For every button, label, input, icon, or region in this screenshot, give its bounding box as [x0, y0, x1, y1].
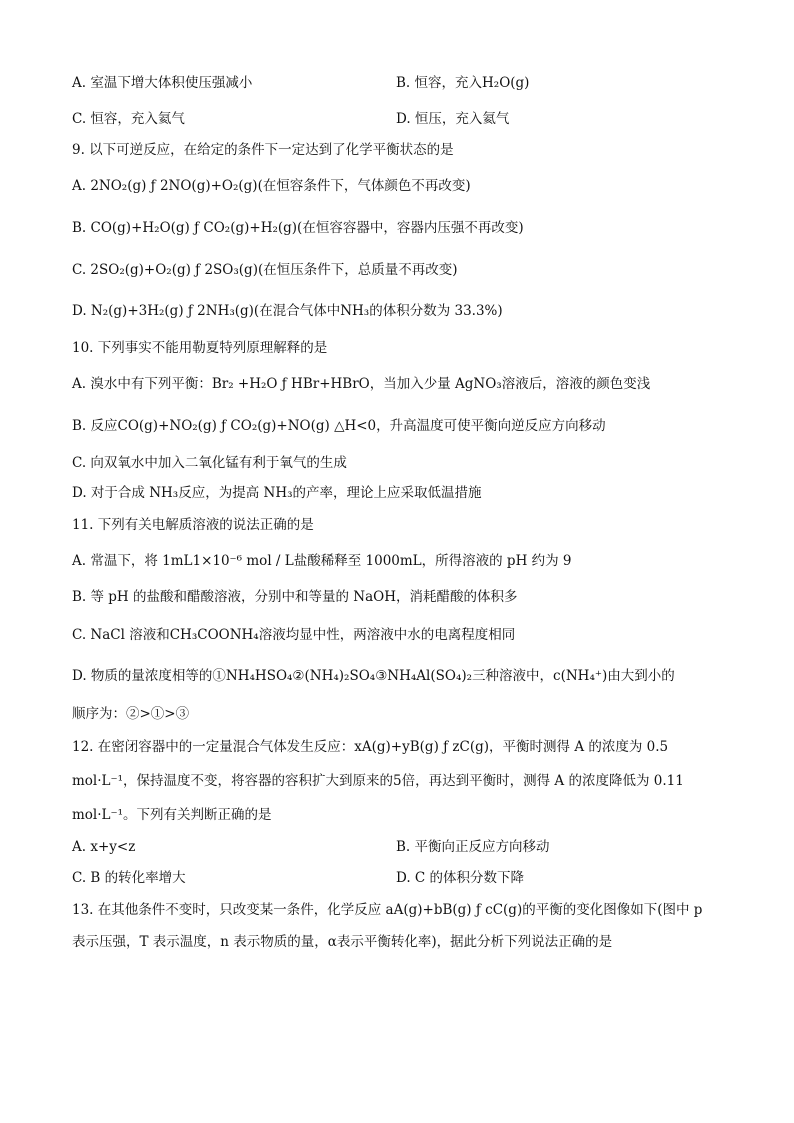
q12-stem-line3: mol·L⁻¹。下列有关判断正确的是 [72, 807, 272, 823]
q11-stem: 11. 下列有关电解质溶液的说法正确的是 [72, 517, 314, 533]
q10-option-b: B. 反应CO(g)+NO₂(g) ƒ CO₂(g)+NO(g) △H<0，升高温度可使平衡向逆反应方向移动 [72, 418, 606, 434]
q12-option-b: B. 平衡向正反应方向移动 [396, 839, 550, 855]
q9-option-c: C. 2SO₂(g)+O₂(g) ƒ 2SO₃(g)(在恒压条件下，总质量不再改变) [72, 262, 458, 278]
q9-option-b: B. CO(g)+H₂O(g) ƒ CO₂(g)+H₂(g)(在恒容容器中，容器内压强不再改变) [72, 220, 524, 236]
q9-option-d: D. N₂(g)+3H₂(g) ƒ 2NH₃(g)(在混合气体中NH₃的体积分数为 33.3%) [72, 303, 503, 319]
q8-option-b: B. 恒容，充入H₂O(g) [396, 75, 530, 91]
q11-option-a: A. 常温下，将 1mL1×10⁻⁶ mol / L盐酸稀释至 1000mL，所得溶液的 pH 约为 9 [72, 553, 572, 569]
q8-option-c: C. 恒容，充入氦气 [72, 111, 185, 127]
q11-option-d-cont: 顺序为：②>①>③ [72, 706, 190, 722]
q13-stem: 13. 在其他条件不变时，只改变某一条件，化学反应 aA(g)+bB(g) ƒ cC(g)的平衡的变化图像如下(图中 p [72, 902, 703, 918]
q8-option-a: A. 室温下增大体积使压强减小 [72, 75, 253, 91]
q10-option-c: C. 向双氧水中加入二氧化锰有利于氧气的生成 [72, 455, 347, 471]
q13-stem-line2: 表示压强，T 表示温度，n 表示物质的量，α表示平衡转化率)，据此分析下列说法正确的是 [72, 934, 613, 950]
q12-stem: 12. 在密闭容器中的一定量混合气体发生反应：xA(g)+yB(g) ƒ zC(g)，平衡时测得 A 的浓度为 0.5 [72, 739, 669, 755]
q12-option-c: C. B 的转化率增大 [72, 870, 186, 886]
q11-option-c: C. NaCl 溶液和CH₃COONH₄溶液均显中性，两溶液中水的电离程度相同 [72, 627, 516, 643]
q10-stem: 10. 下列事实不能用勒夏特列原理解释的是 [72, 340, 328, 356]
q10-option-d: D. 对于合成 NH₃反应，为提高 NH₃的产率，理论上应采取低温措施 [72, 485, 482, 501]
q12-stem-line2: mol·L⁻¹，保持温度不变，将容器的容积扩大到原来的5倍，再达到平衡时，测得 A 的浓度降低为 0.11 [72, 773, 684, 789]
q11-option-b: B. 等 pH 的盐酸和醋酸溶液，分别中和等量的 NaOH，消耗醋酸的体积多 [72, 589, 518, 605]
q9-stem: 9. 以下可逆反应，在给定的条件下一定达到了化学平衡状态的是 [72, 142, 454, 158]
q8-option-d: D. 恒压，充入氦气 [396, 111, 510, 127]
q9-option-a: A. 2NO₂(g) ƒ 2NO(g)+O₂(g)(在恒容条件下，气体颜色不再改变) [72, 178, 471, 194]
q12-option-d: D. C 的体积分数下降 [396, 870, 525, 886]
q12-option-a: A. x+y<z [72, 839, 136, 855]
q10-option-a: A. 溴水中有下列平衡：Br₂ +H₂O ƒ HBr+HBrO，当加入少量 AgNO₃溶液后，溶液的颜色变浅 [72, 376, 651, 392]
q11-option-d: D. 物质的量浓度相等的①NH₄HSO₄②(NH₄)₂SO₄③NH₄Al(SO₄)₂三种溶液中，c(NH₄⁺)由大到小的 [72, 668, 675, 684]
